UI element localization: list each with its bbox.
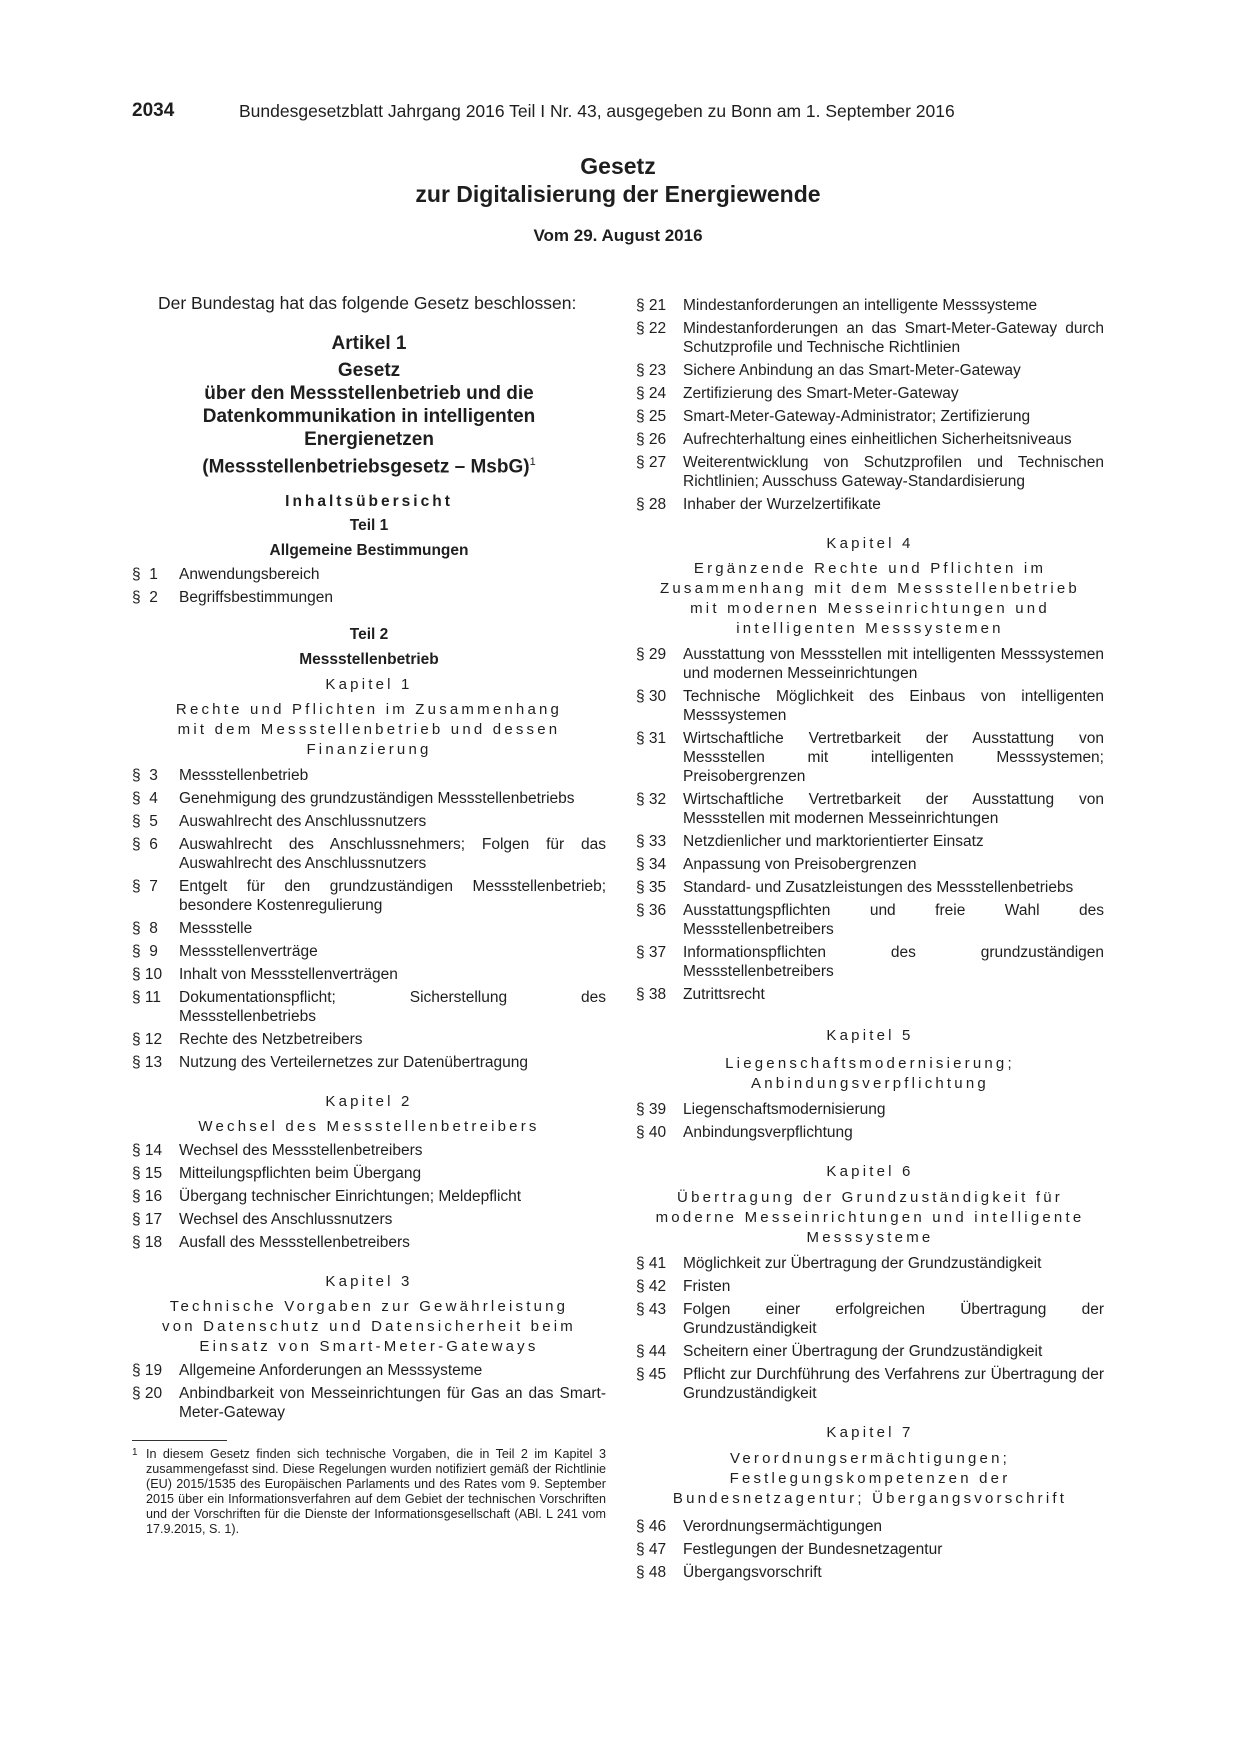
section-title: Scheitern einer Übertragung der Grundzuständigkeit — [683, 1343, 1043, 1360]
toc-entry — [636, 943, 1104, 981]
section-number: § 7 — [132, 878, 158, 896]
section-title: Aufrechterhaltung eines einheitlichen Sicherheitsniveaus — [683, 431, 1072, 448]
section-number: § 4 — [132, 790, 158, 808]
section-title: Verordnungsermächtigungen — [683, 1518, 883, 1535]
toc-entry — [636, 687, 1104, 725]
section-number: § 22 — [636, 320, 667, 337]
section-title: Mitteilungspflichten beim Übergang — [179, 1165, 422, 1183]
toc-entry — [636, 1254, 1104, 1273]
section-title: Messstellenverträge — [179, 943, 318, 961]
toc-entry — [636, 1100, 1104, 1119]
section-number: § 13 — [132, 1054, 163, 1072]
section-title: Pflicht zur Durchführung des Verfahrens zur Übertragung der Grundzuständigkeit — [683, 1366, 1104, 1402]
toc-entry — [132, 812, 606, 831]
section-number: § 32 — [636, 791, 667, 808]
section-number: § 47 — [636, 1541, 667, 1558]
kapitel2-title: Wechsel des Messstellenbetreibers — [198, 1118, 540, 1136]
kapitel3-continued-toc-list — [636, 296, 1104, 514]
section-number: § 10 — [132, 966, 163, 984]
section-title: Übergang technischer Einrichtungen; Meldepflicht — [179, 1188, 522, 1206]
section-number: § 5 — [132, 813, 158, 831]
contents-heading: Inhaltsübersicht — [285, 493, 453, 511]
section-number: § 25 — [636, 408, 667, 425]
section-number: § 18 — [132, 1234, 163, 1252]
toc-entry — [132, 1164, 606, 1183]
toc-entry — [636, 1277, 1104, 1296]
section-number: § 43 — [636, 1301, 667, 1318]
toc-entry — [132, 919, 606, 938]
kapitel4-title: Ergänzende Rechte und Pflichten im Zusammenhang mit dem Messstellenbetrieb mit modernen Messeinrichtungen und intelligenten Messsystemen — [660, 560, 1080, 637]
toc-entry — [636, 855, 1104, 874]
section-number: § 23 — [636, 362, 667, 379]
toc-entry — [636, 296, 1104, 315]
section-title: Inhalt von Messstellenverträgen — [179, 966, 398, 984]
section-title: Auswahlrecht des Anschlussnehmers; Folgen für das Auswahlrecht des Anschlussnutzers — [179, 836, 606, 873]
section-number: § 37 — [636, 944, 667, 961]
section-number: § 9 — [132, 943, 158, 961]
section-title: Ausstattung von Messstellen mit intelligenten Messsystemen und modernen Messeinrichtungen — [683, 646, 1104, 682]
section-number: § 6 — [132, 836, 158, 854]
section-number: § 41 — [636, 1255, 667, 1272]
section-title: Messstelle — [179, 920, 253, 938]
section-title: Technische Möglichkeit des Einbaus von intelligenten Messsystemen — [683, 688, 1104, 724]
footnote-divider — [132, 1440, 227, 1441]
kapitel5-heading: Kapitel 5 — [826, 1027, 914, 1044]
kapitel1-heading: Kapitel 1 — [325, 676, 413, 694]
section-title: Festlegungen der Bundesnetzagentur — [683, 1541, 943, 1558]
toc-entry — [132, 965, 606, 984]
teil2-title: Messstellenbetrieb — [299, 651, 439, 669]
section-title: Mindestanforderungen an intelligente Messsysteme — [683, 297, 1038, 314]
section-title: Wirtschaftliche Vertretbarkeit der Ausstattung von Messstellen mit modernen Messeinrichtungen — [683, 791, 1104, 827]
section-title: Begriffsbestimmungen — [179, 589, 333, 607]
intro-text: Der Bundestag hat das folgende Gesetz beschlossen: — [158, 293, 577, 313]
kapitel2-toc-list — [132, 1141, 606, 1252]
toc-entry — [132, 988, 606, 1026]
section-number: § 27 — [636, 454, 667, 471]
document-title-block — [132, 152, 1104, 246]
section-title: Ausstattungspflichten und freie Wahl des Messstellenbetreibers — [683, 902, 1104, 938]
law-title-3-text: (Messstellenbetriebsgesetz – MsbG) — [202, 456, 530, 478]
section-title: Wechsel des Anschlussnutzers — [179, 1211, 393, 1229]
section-number: § 35 — [636, 879, 667, 896]
toc-entry — [636, 1342, 1104, 1361]
section-title: Informationspflichten des grundzuständigen Messstellenbetreibers — [683, 944, 1104, 980]
toc-entry — [636, 430, 1104, 449]
kapitel6-toc-list — [636, 1254, 1104, 1403]
page-header — [132, 100, 1032, 124]
footnote-mark: 1 — [132, 1447, 138, 1459]
law-title-1: Gesetz — [337, 360, 401, 381]
section-title: Fristen — [683, 1278, 731, 1295]
section-number: § 24 — [636, 385, 667, 402]
law-title-3 — [132, 451, 606, 478]
toc-entry — [132, 1361, 606, 1380]
page-number: 2034 — [132, 100, 175, 121]
section-title: Ausfall des Messstellenbetreibers — [179, 1234, 410, 1252]
section-number: § 28 — [636, 496, 667, 513]
section-number: § 21 — [636, 297, 667, 314]
toc-entry — [132, 1233, 606, 1252]
artikel-heading: Artikel 1 — [331, 333, 407, 354]
toc-entry — [636, 453, 1104, 491]
kapitel2-heading: Kapitel 2 — [325, 1093, 413, 1111]
section-number: § 31 — [636, 730, 667, 747]
toc-entry — [636, 1517, 1104, 1536]
section-number: § 26 — [636, 431, 667, 448]
section-number: § 15 — [132, 1165, 163, 1183]
toc-entry — [636, 832, 1104, 851]
section-title: Mindestanforderungen an das Smart-Meter-Gateway durch Schutzprofile und Technische Richtlinien — [683, 320, 1104, 356]
toc-entry — [132, 1384, 606, 1422]
teil1-title: Allgemeine Bestimmungen — [269, 542, 469, 560]
teil2-heading: Teil 2 — [349, 626, 389, 644]
section-number: § 48 — [636, 1564, 667, 1581]
section-number: § 36 — [636, 902, 667, 919]
section-title: Smart-Meter-Gateway-Administrator; Zertifizierung — [683, 408, 1031, 425]
toc-entry — [636, 1540, 1104, 1559]
toc-entry — [132, 877, 606, 915]
section-title: Dokumentationspflicht; Sicherstellung des Messstellenbetriebs — [179, 989, 606, 1026]
kapitel1-title: Rechte und Pflichten im Zusammenhang mit dem Messstellenbetrieb und dessen Finanzierung — [175, 701, 563, 759]
section-number: § 11 — [132, 989, 162, 1007]
toc-entry — [132, 1030, 606, 1049]
kapitel7-heading: Kapitel 7 — [826, 1424, 914, 1441]
document-title-line1: Gesetz — [580, 153, 656, 179]
document-title-line2: zur Digitalisierung der Energiewende — [415, 181, 821, 207]
section-number: § 17 — [132, 1211, 163, 1229]
toc-entry — [132, 835, 606, 873]
section-title: Anpassung von Preisobergrenzen — [683, 856, 917, 873]
section-title: Liegenschaftsmodernisierung — [683, 1101, 886, 1118]
section-number: § 30 — [636, 688, 667, 705]
section-number: § 42 — [636, 1278, 667, 1295]
teil1-toc-list — [132, 565, 606, 607]
section-title: Inhaber der Wurzelzertifikate — [683, 496, 881, 513]
toc-entry — [636, 319, 1104, 357]
section-number: § 8 — [132, 920, 158, 938]
section-title: Sichere Anbindung an das Smart-Meter-Gateway — [683, 362, 1021, 379]
kapitel5-toc-list — [636, 1100, 1104, 1142]
section-title: Genehmigung des grundzuständigen Messstellenbetriebs — [179, 790, 575, 808]
section-title: Netzdienlicher und marktorientierter Einsatz — [683, 833, 984, 850]
section-number: § 39 — [636, 1101, 667, 1118]
toc-entry — [636, 1300, 1104, 1338]
section-number: § 34 — [636, 856, 667, 873]
toc-entry — [636, 1365, 1104, 1403]
toc-entry — [636, 495, 1104, 514]
section-number: § 14 — [132, 1142, 163, 1160]
toc-entry — [636, 1563, 1104, 1582]
section-title: Messstellenbetrieb — [179, 767, 309, 785]
toc-entry — [636, 729, 1104, 786]
section-number: § 45 — [636, 1366, 667, 1383]
toc-entry — [132, 1187, 606, 1206]
section-title: Auswahlrecht des Anschlussnutzers — [179, 813, 427, 831]
section-title: Zutrittsrecht — [683, 986, 765, 1003]
section-title: Wechsel des Messstellenbetreibers — [179, 1142, 423, 1160]
kapitel7-toc-list — [636, 1517, 1104, 1582]
running-title: Bundesgesetzblatt Jahrgang 2016 Teil I Nr. 43, ausgegeben zu Bonn am 1. September 2016 — [239, 101, 955, 121]
kapitel5-title: Liegenschaftsmodernisierung; Anbindungsverpflichtung — [725, 1055, 1015, 1092]
left-column — [132, 292, 606, 1537]
toc-entry — [636, 985, 1104, 1004]
section-number: § 12 — [132, 1031, 163, 1049]
toc-entry — [132, 1053, 606, 1072]
section-number: § 33 — [636, 833, 667, 850]
section-number: § 38 — [636, 986, 667, 1003]
section-title: Weiterentwicklung von Schutzprofilen und Technischen Richtlinien; Ausschuss Gateway-Standardisierung — [683, 454, 1104, 490]
section-number: § 16 — [132, 1188, 163, 1206]
kapitel3-title: Technische Vorgaben zur Gewährleistung von Datenschutz und Datensicherheit beim Einsatz von Smart-Meter-Gateways — [162, 1298, 576, 1356]
toc-entry — [132, 766, 606, 785]
section-title: Nutzung des Verteilernetzes zur Datenübertragung — [179, 1054, 528, 1072]
section-title: Anwendungsbereich — [179, 566, 320, 584]
kapitel3-toc-list — [132, 1361, 606, 1422]
toc-entry — [132, 1141, 606, 1160]
footnote-text: In diesem Gesetz finden sich technische Vorgaben, die in Teil 2 im Kapitel 3 zusammengefasst sind. Diese Regelungen wurden notifiziert gemäß der Richtlinie (EU) 2015/1535 des Europäischen Parlaments und des Rates vom 9. September 2015 über ein Informationsverfahren auf dem Gebiet der technischen Vorschriften und der Vorschriften für die Dienste der Informationsgesellschaft (ABl. L 241 vom 17.9.2015, S. 1). — [146, 1447, 606, 1537]
section-title: Zertifizierung des Smart-Meter-Gateway — [683, 385, 959, 402]
section-title: Übergangsvorschrift — [683, 1564, 822, 1581]
toc-entry — [132, 789, 606, 808]
section-number: § 29 — [636, 646, 667, 663]
section-number: § 44 — [636, 1343, 667, 1360]
section-number: § 19 — [132, 1362, 163, 1380]
footnote — [132, 1447, 606, 1537]
section-title: Allgemeine Anforderungen an Messsysteme — [179, 1362, 483, 1380]
document-date: Vom 29. August 2016 — [533, 226, 703, 245]
toc-entry — [636, 790, 1104, 828]
kapitel6-heading: Kapitel 6 — [826, 1163, 914, 1180]
section-title: Wirtschaftliche Vertretbarkeit der Ausstattung von Messstellen mit intelligenten Messsystemen; Preisobergrenzen — [683, 730, 1104, 785]
toc-entry — [636, 384, 1104, 403]
toc-entry — [132, 588, 606, 607]
law-title-2: über den Messstellenbetrieb und die Datenkommunikation in intelligenten Energienetzen — [202, 383, 536, 450]
kapitel4-heading: Kapitel 4 — [826, 535, 914, 552]
kapitel6-title: Übertragung der Grundzuständigkeit für moderne Messeinrichtungen und intelligente Messsysteme — [655, 1189, 1085, 1246]
toc-entry — [636, 407, 1104, 426]
toc-entry — [132, 942, 606, 961]
right-column — [636, 296, 1104, 1586]
section-number: § 46 — [636, 1518, 667, 1535]
teil1-heading: Teil 1 — [349, 517, 389, 535]
section-title: Anbindungsverpflichtung — [683, 1124, 853, 1141]
toc-entry — [636, 878, 1104, 897]
kapitel1-toc-list — [132, 766, 606, 1072]
toc-entry — [636, 645, 1104, 683]
section-number: § 40 — [636, 1124, 667, 1141]
toc-entry — [132, 1210, 606, 1229]
toc-entry — [636, 361, 1104, 380]
section-title: Entgelt für den grundzuständigen Messstellenbetrieb; besondere Kostenregulierung — [179, 878, 606, 915]
section-number: § 20 — [132, 1385, 163, 1403]
kapitel3-heading: Kapitel 3 — [325, 1273, 413, 1291]
toc-entry — [132, 565, 606, 584]
section-title: Folgen einer erfolgreichen Übertragung der Grundzuständigkeit — [683, 1301, 1104, 1337]
section-title: Anbindbarkeit von Messeinrichtungen für Gas an das Smart-Meter-Gateway — [179, 1385, 606, 1422]
toc-entry — [636, 901, 1104, 939]
section-title: Rechte des Netzbetreibers — [179, 1031, 363, 1049]
section-number: § 2 — [132, 589, 158, 607]
section-number: § 3 — [132, 767, 158, 785]
toc-entry — [636, 1123, 1104, 1142]
kapitel7-title: Verordnungsermächtigungen; Festlegungskompetenzen der Bundesnetzagentur; Übergangsvorschrift — [672, 1450, 1068, 1507]
footnote-reference[interactable]: 1 — [529, 456, 536, 468]
section-title: Standard- und Zusatzleistungen des Messstellenbetriebs — [683, 879, 1074, 896]
kapitel4-toc-list — [636, 645, 1104, 1004]
section-title: Möglichkeit zur Übertragung der Grundzuständigkeit — [683, 1255, 1042, 1272]
section-number: § 1 — [132, 566, 158, 584]
